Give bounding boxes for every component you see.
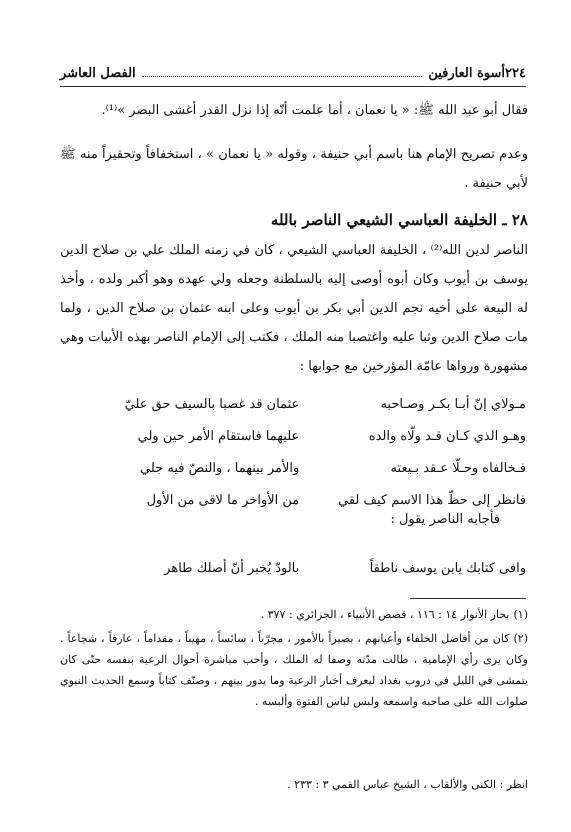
- section-title: ٢٨ ـ الخليفة العباسي الشيعي الناصر بالله: [270, 211, 528, 229]
- footnote-text: بحار الأنوار ١٤ : ١١٦ ، قصص الأنبياء ، الجزائري : ٣٧٧ .: [260, 608, 510, 621]
- verse-first-hemistich: وهـو الذي كـان قـد ولّاه والده: [368, 428, 526, 444]
- footnote-text: كان من أفاضل الخلفاء وأعيانهم ، بصيراً بالأمور ، مجرّباً ، سائساً ، مهيباً ، مقداماً ، عارفاً ، شجاعاً . وكان يرى رأي الإمامية ، طالت مدّته وصفا له الملك ، وأحب مباشرة أحوال الرعية بنفسه حتّى كان يتمشى في الليل في دروب بغداد ليعرف أخبار الرعية وما يدور بينهم ، وصنّف كتاباً وسمع الحديث النبوي صلوات الله على صاحبه واسمعه ولبس لباس الفتوة وألبسه .: [60, 632, 528, 708]
- footnote-number: (١): [513, 608, 528, 621]
- body-paragraph: الناصر لدين الله⁽²⁾ ، الخليفة العباسي الشيعي ، كان في زمنه الملك علي بن صلاح الدين يوسف بن أيوب وكان أبوه أوصى إليه بالسلطنة وجعله ولي عهده وهو أكبر ولده ، وأخذ له البيعة على أخيه نجم الدين أبي بكر بن أيوب وعلى ابنه عثمان بن صلاح الدين ، ولما مات صلاح الدين وثبا عليه واغتصبا منه الملك ، فكتب إلى الإمام الناصر بهذه الأبيات وهي مشهورة ورواها عامّة المؤرخين مع جوابها :: [60, 243, 528, 374]
- verse-first-hemistich: مـولاي إنّ أبـا بكـر وصـاحبه: [380, 396, 526, 412]
- poem-verse: [90, 388, 526, 420]
- chapter-title: الفصل العاشر: [60, 65, 136, 81]
- poem-verse: [90, 452, 526, 484]
- header-dots: [142, 70, 423, 77]
- page-header: [60, 62, 526, 84]
- verse-first-hemistich: وافى كتابك يابن يوسف ناطقاً: [369, 560, 526, 576]
- footnote-text: انظر : الكنى والألقاب ، الشيخ عباس القمي ٣ : ٢٣٣ .: [287, 778, 528, 791]
- verse-second-hemistich: بالودّ يُخبر أنّ أصلك طاهر: [164, 560, 300, 576]
- verse-second-hemistich: عليهما فاستقام الأمر حين ولي: [137, 428, 300, 444]
- verse-second-hemistich: والأمر بينهما ، والنصّ فيه جلي: [140, 460, 300, 476]
- footnote-1: [60, 604, 528, 625]
- answer-poem: [90, 552, 526, 584]
- footnote-rule: [410, 598, 526, 599]
- paragraph-2: وعدم تصريح الإمام هنا باسم أبي حنيفة ، وقوله « يا نعمان » ، استخفافاً وتحقيراً منه ﷺ لأبي حنيفة .: [60, 147, 528, 191]
- answer-intro: فأجابه الناصر يقول :: [390, 512, 500, 527]
- book-title: أسوة العارفين: [428, 65, 506, 81]
- paragraph-1: فقال أبو عبد الله ﷺ: « يا نعمان ، أما علمت أنّه إذا نزل القدر أغشى البصر »⁽¹⁾.: [101, 103, 528, 118]
- verse-second-hemistich: من الأواخر ما لاقى من الأول: [146, 492, 300, 508]
- verse-second-hemistich: عثمان قد غصبا بالسيف حق عليّ: [124, 396, 300, 412]
- footnote-number: (٢): [513, 632, 528, 645]
- poem: [90, 388, 526, 516]
- footnote-2: [60, 628, 528, 712]
- verse-first-hemistich: فانظر إلى حظّ هذا الاسم كيف لقي: [337, 492, 526, 508]
- poem-verse: [90, 552, 526, 584]
- page-number: ٢٢٤: [505, 65, 526, 81]
- header-rule: [60, 86, 526, 87]
- verse-first-hemistich: فـخالفاه وحـلّا عـقد بـيعته: [390, 460, 526, 476]
- poem-verse: [90, 420, 526, 452]
- footnote-source: [60, 774, 528, 795]
